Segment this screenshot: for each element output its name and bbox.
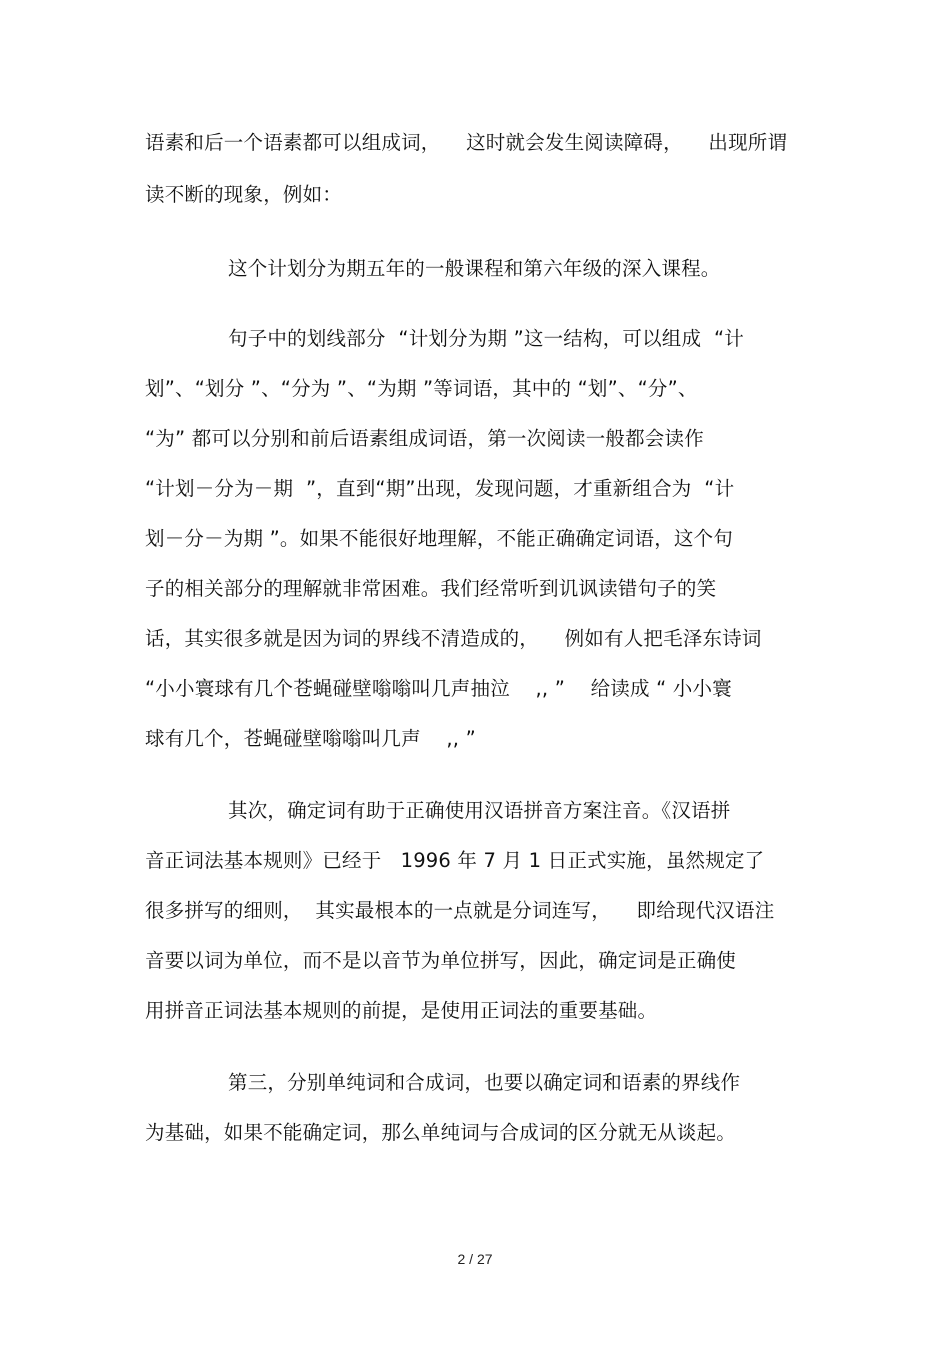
text-line: 球有几个，苍蝇碰壁嗡嗡叫几声 ,, ” xyxy=(145,727,476,750)
text-line: 话，其实很多就是因为词的界线不清造成的， 例如有人把毛泽东诗词 xyxy=(145,627,762,650)
text-line: 划－分－为期 ”。如果不能很好地理解，不能正确确定词语，这个句 xyxy=(145,527,734,550)
text-line: 其次，确定词有助于正确使用汉语拼音方案注音。《汉语拼 xyxy=(228,799,731,822)
text-line: 音要以词为单位，而不是以音节为单位拼写，因此，确定词是正确使 xyxy=(145,949,737,972)
example-sentence: 这个计划分为期五年的一般课程和第六年级的深入课程。 xyxy=(228,257,721,280)
text-line: “计划－分为－期 ”，直到“期”出现，发现问题，才重新组合为 “计 xyxy=(145,477,735,500)
text-line: 句子中的划线部分 “计划分为期 ”这一结构，可以组成 “计 xyxy=(228,327,744,350)
text-line: 划”、“划分 ”、“分为 ”、“为期 ”等词语，其中的 “划”、“分”、 xyxy=(145,377,698,400)
text-line: 语素和后一个语素都可以组成词， 这时就会发生阅读障碍， 出现所谓 xyxy=(145,131,788,154)
text-line: 读不断的现象，例如： xyxy=(145,183,343,206)
text-line: “小小寰球有几个苍蝇碰壁嗡嗡叫几声抽泣 ,, ” 给读成 “ 小小寰 xyxy=(145,677,732,700)
text-line: 为基础，如果不能确定词，那么单纯词与合成词的区分就无从谈起。 xyxy=(145,1121,737,1144)
text-line: 第三，分别单纯词和合成词，也要以确定词和语素的界线作 xyxy=(228,1071,741,1094)
text-line: “为” 都可以分别和前后语素组成词语，第一次阅读一般都会读作 xyxy=(145,427,704,450)
text-line: 很多拼写的细则， 其实最根本的一点就是分词连写， 即给现代汉语注 xyxy=(145,899,775,922)
text-line: 子的相关部分的理解就非常困难。我们经常听到讥讽读错句子的笑 xyxy=(145,577,717,600)
text-line: 用拼音正词法基本规则的前提，是使用正词法的重要基础。 xyxy=(145,999,658,1022)
text-line: 音正词法基本规则》已经于 1996 年 7 月 1 日正式实施，虽然规定了 xyxy=(145,849,765,872)
page-number: 2 / 27 xyxy=(457,1251,493,1267)
